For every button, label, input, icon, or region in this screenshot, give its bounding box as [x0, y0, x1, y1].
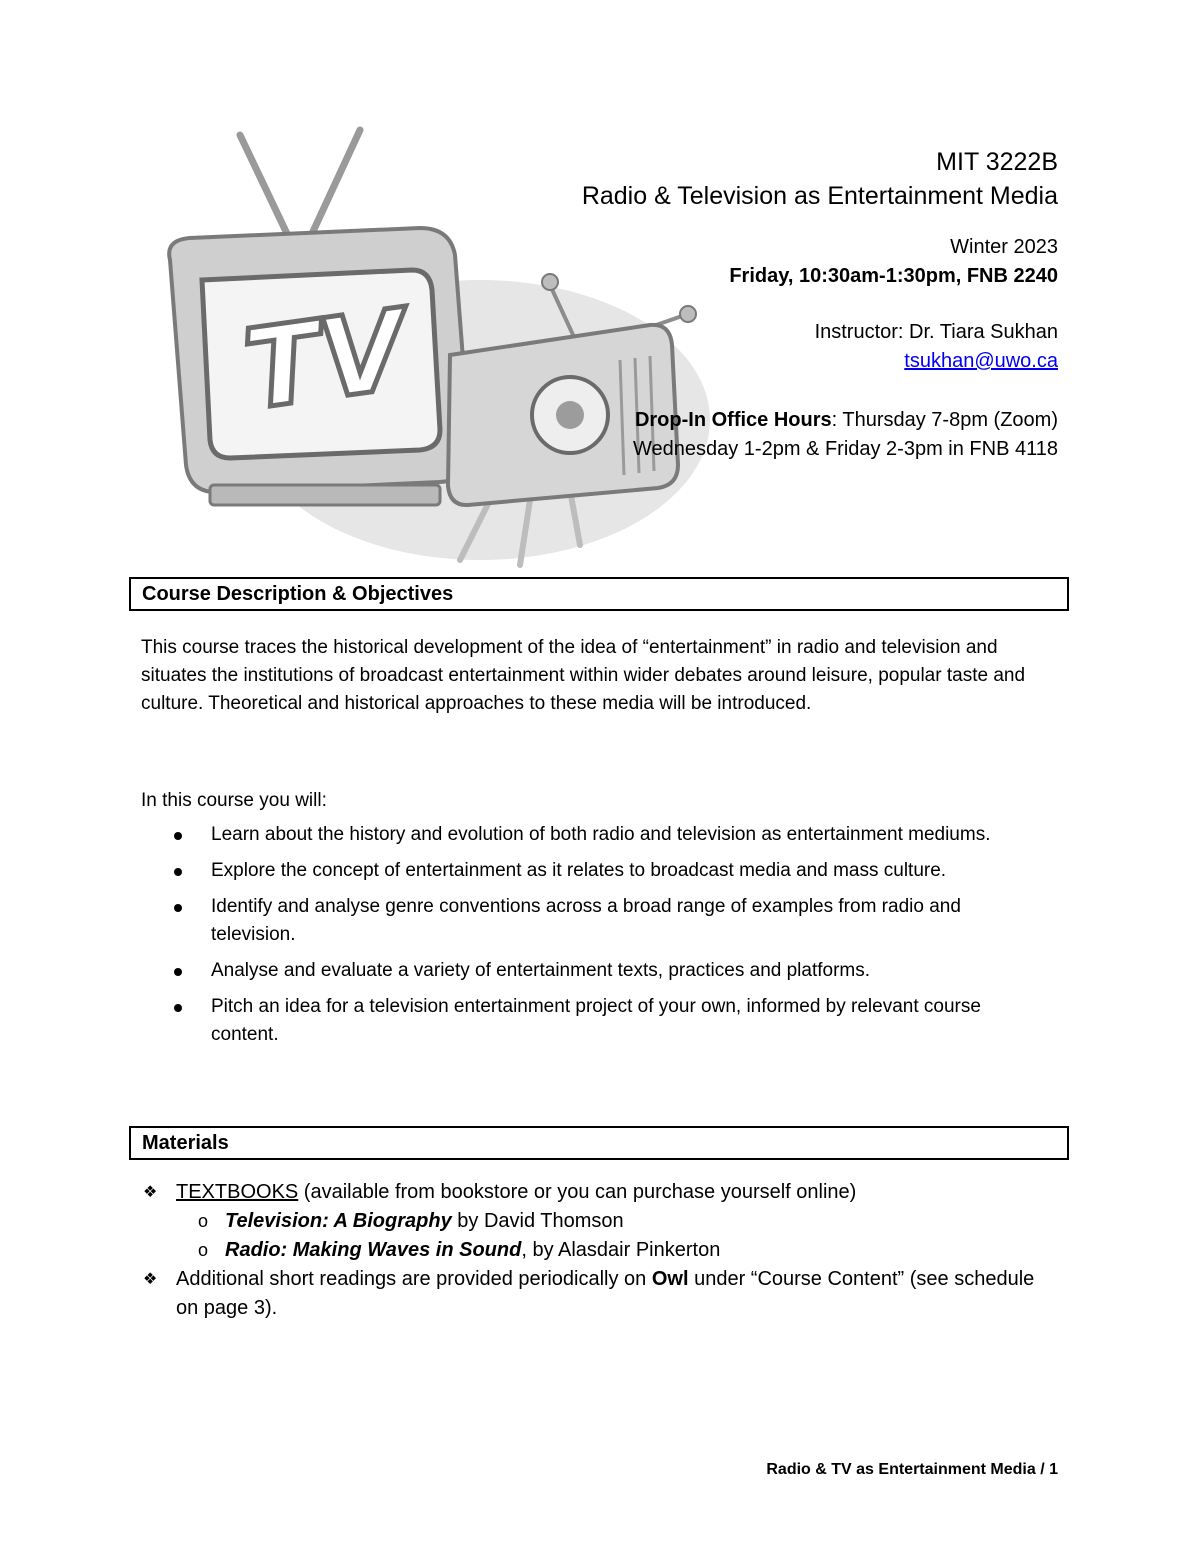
- readings-text-pre: Additional short readings are provided periodically on: [176, 1268, 652, 1290]
- objective-item: [141, 821, 1041, 849]
- book-author: by David Thomson: [451, 1210, 624, 1232]
- bullet-icon: [174, 832, 182, 840]
- course-header: [438, 145, 1058, 464]
- course-schedule: Friday, 10:30am-1:30pm, FNB 2240: [729, 265, 1058, 287]
- textbooks-note: (available from bookstore or you can purchase yourself online): [298, 1181, 857, 1203]
- materials-item-readings: [141, 1265, 1061, 1323]
- course-title: Radio & Television as Entertainment Media: [581, 182, 1058, 210]
- objective-text: Explore the concept of entertainment as it relates to broadcast media and mass culture.: [211, 860, 947, 881]
- page-footer: Radio & TV as Entertainment Media / 1: [766, 1461, 1058, 1478]
- textbooks-label: TEXTBOOKS: [176, 1181, 299, 1203]
- circle-bullet-icon: o: [198, 1240, 209, 1260]
- readings-text-post: under “Course Content” (see schedule on page 3).: [176, 1268, 1035, 1319]
- course-code: MIT 3222B: [936, 148, 1058, 176]
- office-hours-label: Drop-In Office Hours: [634, 409, 832, 431]
- course-term: Winter 2023: [950, 236, 1058, 258]
- objective-text: Analyse and evaluate a variety of entertainment texts, practices and platforms.: [211, 960, 871, 981]
- book-author: , by Alasdair Pinkerton: [521, 1239, 721, 1261]
- objective-item: [141, 893, 1041, 949]
- circle-bullet-icon: o: [198, 1211, 209, 1231]
- owl-label: Owl: [651, 1268, 689, 1290]
- tv-screen-label: TV: [237, 285, 414, 435]
- objectives-intro: In this course you will:: [141, 790, 327, 811]
- instructor-email-link[interactable]: tsukhan@uwo.ca: [904, 350, 1058, 372]
- book-title: Television: A Biography: [225, 1210, 452, 1232]
- section-heading-materials: Materials: [129, 1126, 1069, 1160]
- book-title: Radio: Making Waves in Sound: [225, 1239, 522, 1261]
- textbook-item: [176, 1207, 1061, 1236]
- instructor-name: Instructor: Dr. Tiara Sukhan: [814, 321, 1058, 343]
- bullet-icon: [174, 904, 182, 912]
- objective-item: [141, 993, 1041, 1049]
- diamond-bullet-icon: ❖: [143, 1184, 158, 1201]
- objective-item: [141, 857, 1041, 885]
- office-hours-zoom: [438, 406, 1058, 435]
- section-heading-description: Course Description & Objectives: [129, 577, 1069, 611]
- materials-item-textbooks: [141, 1178, 1061, 1265]
- objectives-list: [141, 821, 1041, 1057]
- office-hours-zoom-text: : Thursday 7-8pm (Zoom): [831, 409, 1058, 431]
- diamond-bullet-icon: ❖: [143, 1271, 158, 1288]
- objective-text: Learn about the history and evolution of both radio and television as entertainment mediums.: [211, 824, 991, 845]
- course-description: This course traces the historical development of the idea of “entertainment” in radio and television and situates the institutions of broadcast entertainment within wider debates around leisure, popular taste and culture. Theoretical and historical approaches to these media will be introduced.: [141, 637, 1026, 714]
- textbook-item: [176, 1236, 1061, 1265]
- bullet-icon: [174, 868, 182, 876]
- bullet-icon: [174, 968, 182, 976]
- materials-list: [141, 1178, 1061, 1323]
- bullet-icon: [174, 1004, 182, 1012]
- objective-text: Pitch an idea for a television entertainment project of your own, informed by relevant course content.: [211, 996, 981, 1045]
- objective-text: Identify and analyse genre conventions across a broad range of examples from radio and television.: [211, 896, 961, 945]
- objective-item: [141, 957, 1041, 985]
- office-hours-inperson: Wednesday 1-2pm & Friday 2-3pm in FNB 4118: [632, 438, 1058, 460]
- textbook-list: [176, 1207, 1061, 1265]
